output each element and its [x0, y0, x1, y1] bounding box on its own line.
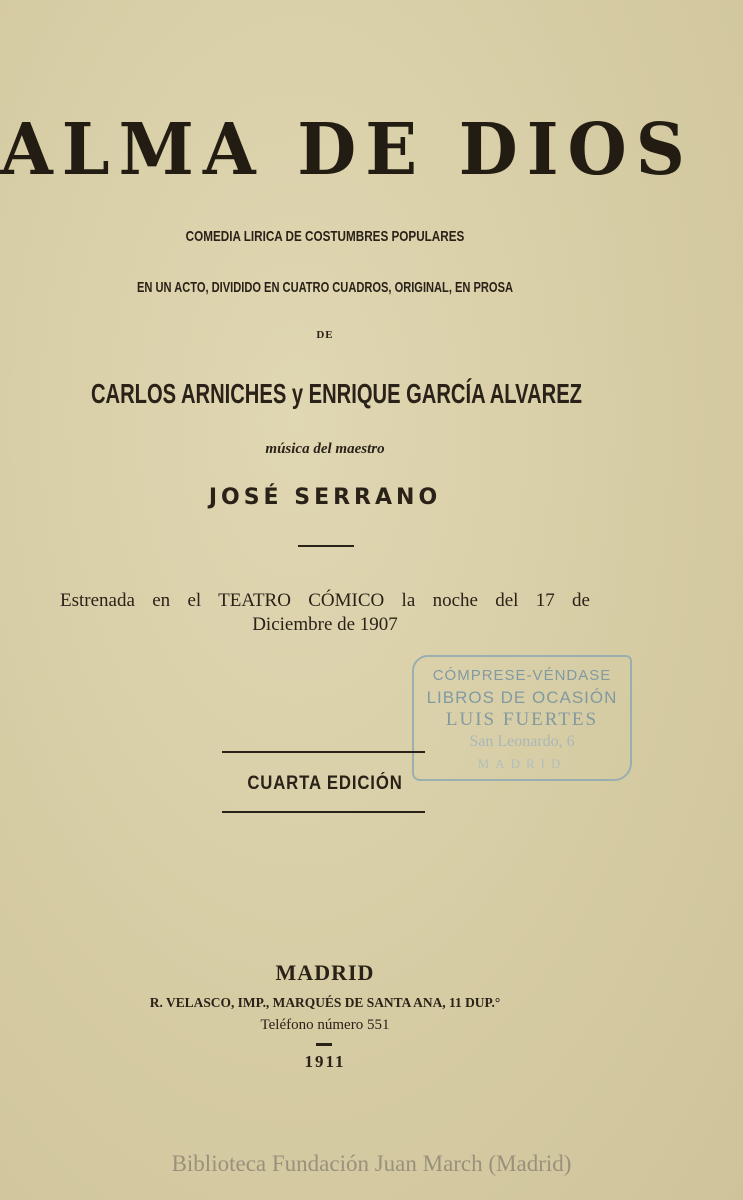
stamp-line-3: LUIS FUERTES: [445, 709, 599, 730]
divider-rule: [298, 545, 354, 547]
imprint-year: 1911: [304, 1052, 346, 1071]
stamp-line-4: San Leonardo, 6: [469, 733, 575, 750]
library-watermark: Biblioteca Fundación Juan March (Madrid): [171, 1151, 572, 1176]
authors: CARLOS ARNICHES y ENRIQUE GARCÍA ALVAREZ: [90, 378, 582, 409]
music-label: música del maestro: [265, 441, 385, 457]
imprint-printer: R. VELASCO, IMP., MARQUÉS DE SANTA ANA, 11 DUP.°: [149, 996, 501, 1011]
bookseller-stamp: [412, 655, 632, 781]
imprint-dash: [316, 1043, 332, 1046]
edition: CUARTA EDICIÓN: [247, 773, 403, 794]
imprint-phone: Teléfono número 551: [260, 1017, 390, 1033]
premiere-note: [60, 589, 590, 637]
book-title: ALMA DE DIOS: [0, 108, 694, 192]
by-label: DE: [316, 329, 334, 341]
stamp-line-1: CÓMPRESE-VÉNDASE: [432, 667, 612, 684]
edition-rule-bottom: [222, 811, 425, 813]
genre-line: COMEDIA LIRICA DE COSTUMBRES POPULARES: [185, 228, 465, 245]
composer: JOSÉ SERRANO: [208, 485, 442, 510]
premiere-line-2: Diciembre de 1907: [252, 614, 398, 635]
stamp-line-2: LIBROS DE OCASIÓN: [426, 688, 618, 707]
structure-line: EN UN ACTO, DIVIDIDO EN CUATRO CUADROS, ORIGINAL, EN PROSA: [137, 279, 513, 296]
imprint-city: MADRID: [275, 960, 375, 985]
premiere-line-1: Estrenada en el TEATRO CÓMICO la noche del 17 de: [60, 590, 590, 611]
edition-rule-top: [222, 751, 425, 753]
stamp-line-5: MADRID: [477, 756, 567, 771]
